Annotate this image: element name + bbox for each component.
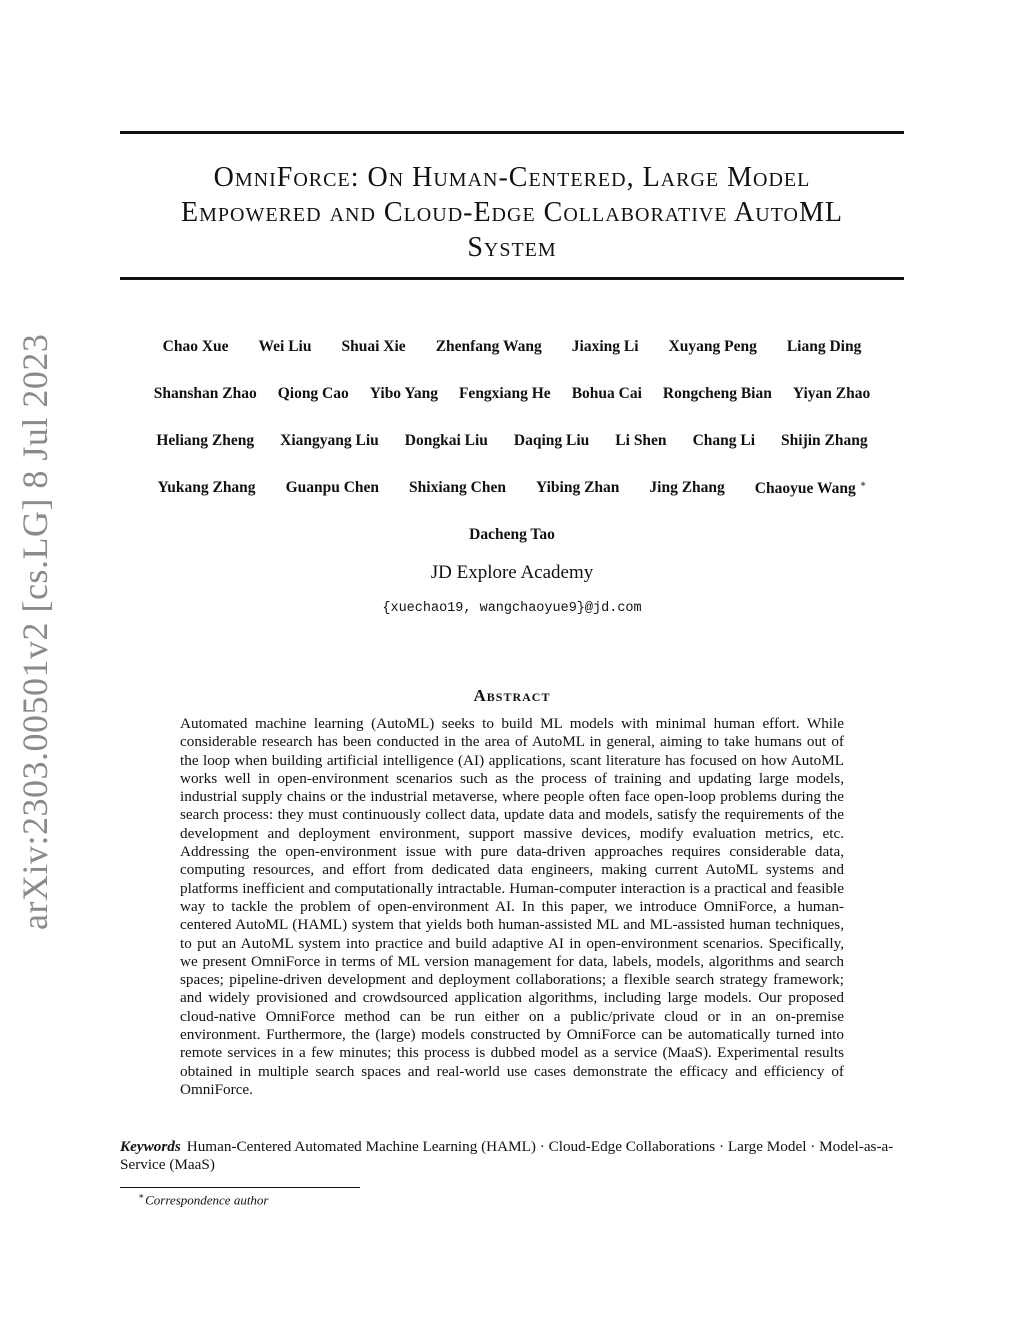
contact-email: {xuechao19, wangchaoyue9}@jd.com xyxy=(382,601,642,616)
author-name: Chaoyue Wang xyxy=(754,480,856,498)
title-top-rule xyxy=(120,131,904,134)
author-name: Jing Zhang xyxy=(649,479,725,496)
author-name: Chang Li xyxy=(692,432,756,449)
keywords-label: Keywords xyxy=(120,1138,181,1155)
keywords-text: Human-Centered Automated Machine Learning (HAML) · Cloud-Edge Collaborations · Large Model · Model-as-a-Service (MaaS) xyxy=(120,1138,894,1174)
author-row-2 xyxy=(120,385,904,403)
author-name: Li Shen xyxy=(615,432,667,449)
author-list xyxy=(120,338,904,548)
author-with-correspondence xyxy=(755,479,867,498)
footnote xyxy=(138,1191,269,1208)
author-name: Jiaxing Li xyxy=(571,338,639,355)
author-name: Shijin Zhang xyxy=(781,432,868,449)
author-name: Daqing Liu xyxy=(513,432,590,449)
author-name: Guanpu Chen xyxy=(285,479,380,496)
author-name: Xuyang Peng xyxy=(668,338,757,355)
affiliation: JD Explore Academy xyxy=(430,562,594,583)
footnote-mark: ∗ xyxy=(138,1191,145,1201)
author-name: Yibing Zhan xyxy=(535,479,620,496)
author-name: Rongcheng Bian xyxy=(662,385,772,402)
author-name: Qiong Cao xyxy=(277,385,349,402)
keywords-section xyxy=(120,1138,904,1175)
author-name: Shuai Xie xyxy=(341,338,406,355)
arxiv-identifier-stamp: arXiv:2303.00501v2 [cs.LG] 8 Jul 2023 xyxy=(15,333,55,930)
author-name: Dongkai Liu xyxy=(404,432,488,449)
footnote-text: Correspondence author xyxy=(145,1192,269,1208)
author-name: Zhenfang Wang xyxy=(435,338,542,355)
author-name: Liang Ding xyxy=(786,338,862,355)
author-row-5 xyxy=(120,526,904,544)
author-row-3 xyxy=(120,432,904,450)
author-name: Shixiang Chen xyxy=(409,479,506,496)
title-line-1: OmniForce: On Human-Centered, Large Model xyxy=(213,162,811,193)
abstract-body: Automated machine learning (AutoML) seeks to build ML models with minimal human effort. While considerable research has been conducted in the area of AutoML in general, aiming to take humans out of the loop when building artificial intelligence (AI) applications, scant literature has focused on how AutoML works well in open-environment scenarios such as the process of training and updating large models, industrial supply chains or the industrial metaverse, where people often face open-loop problems during the search process: they must continuously collect data, update data and models, satisfy the requirements of the development and deployment environment, support massive devices, modify evaluation metrics, etc. Addressing the open-environment issue with pure data-driven approaches requires considerable data, computing resources, and effort from dedicated data engineers, making current AutoML systems and platforms inefficient and computationally intractable. Human-computer interaction is a practical and feasible way to tackle the problem of open-environment AI. In this paper, we introduce OmniForce, a human-centered AutoML (HAML) system that yields both human-assisted ML and ML-assisted human techniques, to put an AutoML system into practice and build adaptive AI in open-environment scenarios. Specifically, we present OmniForce in terms of ML version management for data, labels, models, algorithms and search spaces; pipeline-driven development and deployment collaborations; a flexible search strategy framework; and widely provisioned and crowdsourced application algorithms, including large models. Our proposed cloud-native OmniForce method can be run either on a public/private cloud or in an on-premise environment. Furthermore, the (large) models constructed by OmniForce can be automatically turned into remote services in a few minutes; this process is dubbed model as a service (MaaS). Experimental results obtained in multiple search spaces and real-world use cases demonstrate the efficacy and efficiency of OmniForce. xyxy=(180,715,844,1098)
title-line-2: Empowered and Cloud-Edge Collaborative AutoML xyxy=(181,197,843,228)
author-name: Wei Liu xyxy=(258,338,312,355)
author-row-4 xyxy=(120,479,904,498)
title-bottom-rule xyxy=(120,277,904,280)
author-name: Fengxiang He xyxy=(458,385,551,402)
author-name: Xiangyang Liu xyxy=(280,432,379,449)
abstract-heading: Abstract xyxy=(473,686,551,705)
author-name: Yiyan Zhao xyxy=(792,385,871,402)
author-name: Chao Xue xyxy=(162,338,229,355)
footnote-rule xyxy=(120,1187,360,1188)
correspondence-mark: ∗ xyxy=(859,479,867,490)
author-row-1 xyxy=(120,338,904,356)
author-name: Yukang Zhang xyxy=(157,479,256,496)
author-name: Dacheng Tao xyxy=(469,526,555,543)
author-name: Heliang Zheng xyxy=(156,432,255,449)
paper-title xyxy=(120,160,904,265)
title-line-3: System xyxy=(467,232,557,263)
author-name: Bohua Cai xyxy=(571,385,642,402)
author-name: Shanshan Zhao xyxy=(153,385,257,402)
author-name: Yibo Yang xyxy=(369,385,438,402)
